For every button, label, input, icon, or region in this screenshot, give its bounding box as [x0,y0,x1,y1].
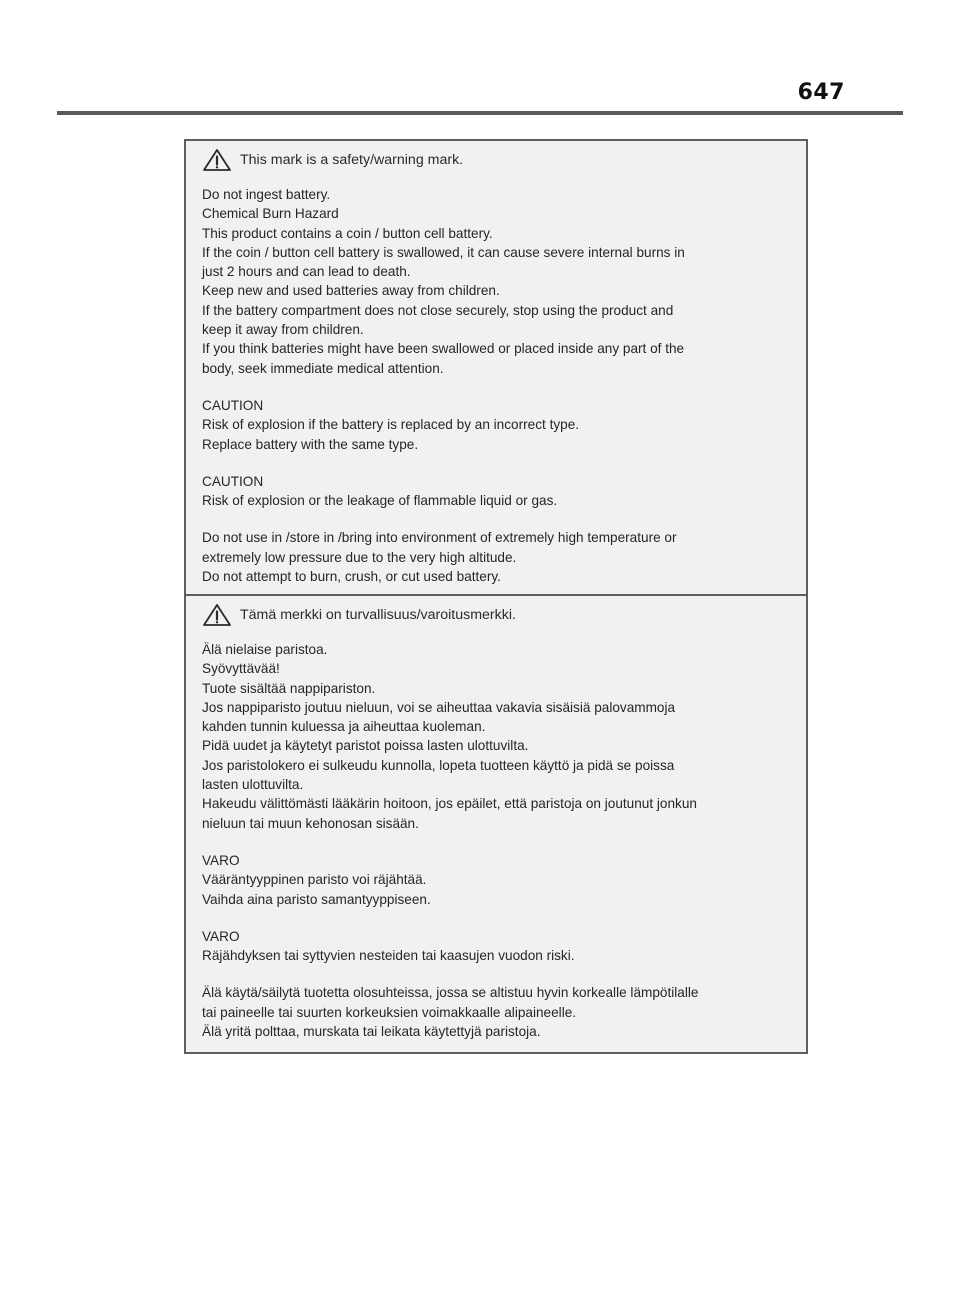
text-line: Tuote sisältää nappipariston. [202,680,376,696]
text-block [202,185,792,378]
warning-mark-row [202,604,792,626]
text-line: nieluun tai muun kehonosan sisään. [202,815,419,831]
text-line: Pidä uudet ja käytetyt paristot poissa lasten ulottuvilta. [202,738,529,754]
text-line: body, seek immediate medical attention. [202,360,444,376]
text-line: just 2 hours and can lead to death. [202,264,411,280]
text-line: Vääräntyyppinen paristo voi räjähtää. [202,872,427,888]
text-block [202,396,792,454]
text-line: Älä käytä/säilytä tuotetta olosuhteissa, jossa se altistuu hyvin korkealle lämpötilalle [202,985,699,1001]
text-line: VARO [202,852,240,868]
text-line: Hakeudu välittömästi lääkärin hoitoon, jos epäilet, että paristoja on joutunut jonkun [202,796,697,812]
warning-text-blocks [202,640,792,1041]
warning-triangle-icon [202,148,232,172]
text-line: kahden tunnin kuluessa ja aiheuttaa kuoleman. [202,719,486,735]
text-line: Jos nappiparisto joutuu nieluun, voi se aiheuttaa vakavia sisäisiä palovammoja [202,699,676,715]
text-line: Keep new and used batteries away from children. [202,283,500,299]
battery-warning-label [184,139,808,1054]
text-line: Vaihda aina paristo samantyyppiseen. [202,891,431,907]
text-line: keep it away from children. [202,322,364,338]
text-line: Älä nielaise paristoa. [202,642,328,657]
text-line: If you think batteries might have been swallowed or placed inside any part of the [202,341,685,357]
text-line: Syövyttävää! [202,661,280,677]
text-line: Do not ingest battery. [202,187,331,202]
text-block [202,927,792,966]
text-block [202,983,792,1041]
text-line: Chemical Burn Hazard [202,206,339,222]
text-line: If the battery compartment does not close securely, stop using the product and [202,302,674,318]
text-line: Replace battery with the same type. [202,436,419,452]
text-line: tai paineelle tai suurten korkeuksien voimakkaalle alipaineelle. [202,1004,577,1020]
text-line: This product contains a coin / button cell battery. [202,225,493,241]
warning-mark-text: Tämä merkki on turvallisuus/varoitusmerkki. [240,607,516,623]
text-block [202,472,792,511]
warning-mark-text: This mark is a safety/warning mark. [240,152,464,168]
text-line: Do not attempt to burn, crush, or cut used battery. [202,569,501,585]
text-line: Jos paristolokero ei sulkeudu kunnolla, lopeta tuotteen käyttö ja pidä se poissa [202,757,675,773]
warning-triangle-icon [202,603,232,627]
text-line: lasten ulottuvilta. [202,777,304,793]
text-block [202,528,792,586]
text-line: CAUTION [202,473,264,489]
text-line: If the coin / button cell battery is swallowed, it can cause severe internal burns in [202,244,685,260]
finnish-warning-section [186,596,806,1052]
text-line: VARO [202,928,240,944]
warning-text-blocks [202,185,792,586]
page-number: 647 [797,80,845,105]
warning-mark-row [202,149,792,171]
text-line: Risk of explosion or the leakage of flammable liquid or gas. [202,493,558,509]
text-block [202,640,792,833]
text-line: Älä yritä polttaa, murskata tai leikata käytettyjä paristoja. [202,1024,541,1040]
english-warning-section [186,141,806,596]
text-line: CAUTION [202,397,264,413]
text-block [202,851,792,909]
text-line: extremely low pressure due to the very high altitude. [202,549,517,565]
text-line: Risk of explosion if the battery is replaced by an incorrect type. [202,417,580,433]
text-line: Räjähdyksen tai syttyvien nesteiden tai kaasujen vuodon riski. [202,948,575,964]
header-rule [57,111,903,115]
text-line: Do not use in /store in /bring into environment of extremely high temperature or [202,530,677,546]
